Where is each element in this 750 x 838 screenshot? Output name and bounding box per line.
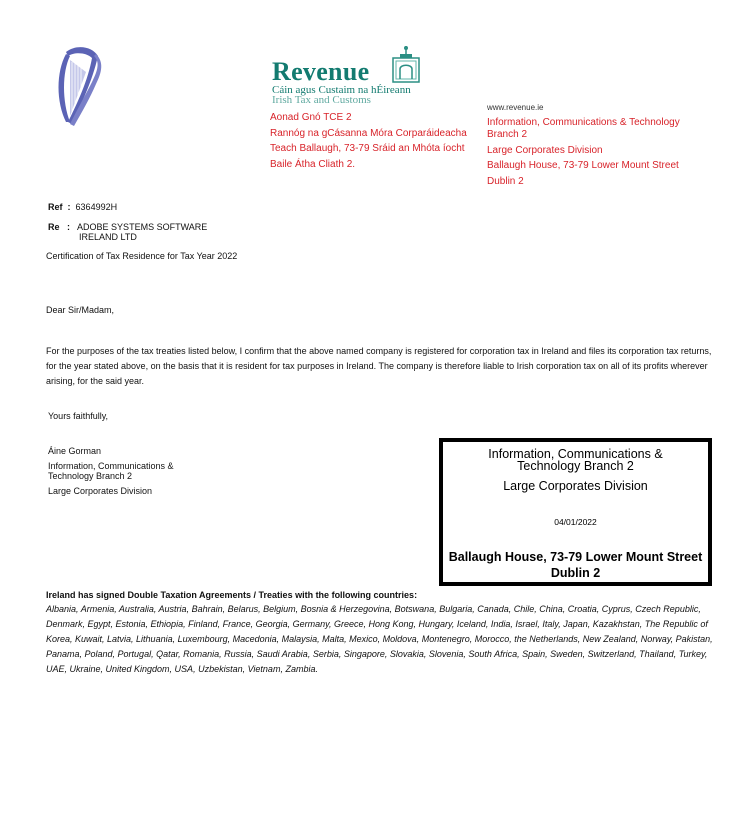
stamp-line1: Information, Communications & bbox=[488, 447, 663, 461]
stamp-address-block bbox=[443, 549, 708, 581]
irish-address-line: Baile Átha Cliath 2. bbox=[270, 158, 356, 170]
signatory bbox=[48, 446, 174, 496]
official-stamp bbox=[439, 438, 712, 586]
stamp-line2: Technology Branch 2 bbox=[517, 459, 634, 473]
stamp-division: Large Corporates Division bbox=[503, 479, 648, 493]
salutation: Dear Sir/Madam, bbox=[46, 305, 115, 315]
ref-value: 6364992H bbox=[75, 202, 118, 212]
harp-icon bbox=[52, 42, 108, 132]
stamp-date: 04/01/2022 bbox=[554, 517, 597, 527]
english-address-line: Dublin 2 bbox=[487, 175, 524, 187]
signatory-division: Large Corporates Division bbox=[48, 485, 153, 496]
irish-address-line: Rannóg na gCásanna Móra Corparáideacha bbox=[270, 127, 467, 139]
re-label: Re bbox=[48, 222, 60, 232]
stamp-branch bbox=[443, 448, 708, 472]
regarding bbox=[48, 222, 207, 242]
re-separator: : bbox=[62, 222, 76, 232]
letter-subject: Certification of Tax Residence for Tax Year 2022 bbox=[46, 251, 238, 261]
english-address bbox=[487, 117, 697, 191]
irish-address bbox=[270, 110, 467, 172]
ref-separator: : bbox=[65, 202, 74, 212]
closing: Yours faithfully, bbox=[48, 411, 109, 421]
english-address-line: Ballaugh House, 73-79 Lower Mount Street bbox=[487, 160, 679, 171]
ref-label: Ref bbox=[48, 202, 63, 212]
signatory-branch-line2: Technology Branch 2 bbox=[48, 471, 133, 481]
english-address-line: Information, Communications & Technology Branch 2 bbox=[487, 117, 680, 140]
revenue-wordmark: Revenue bbox=[272, 57, 370, 86]
reference bbox=[48, 202, 117, 212]
signatory-name: Áine Gorman bbox=[48, 446, 102, 456]
irish-address-line: Aonad Gnó TCE 2 bbox=[270, 112, 352, 123]
treaties-heading: Ireland has signed Double Taxation Agreements / Treaties with the following countries: bbox=[46, 590, 418, 600]
revenue-logo bbox=[270, 44, 430, 106]
re-value-line1: ADOBE SYSTEMS SOFTWARE bbox=[77, 222, 208, 232]
website-link[interactable]: www.revenue.ie bbox=[487, 103, 544, 112]
signatory-branch-line1: Information, Communications & bbox=[48, 460, 174, 471]
stamp-city: Dublin 2 bbox=[550, 566, 601, 580]
revenue-english-subtitle: Irish Tax and Customs bbox=[272, 94, 371, 106]
revenue-irish-subtitle: Cáin agus Custaim na hÉireann bbox=[272, 84, 411, 96]
customs-house-icon bbox=[390, 44, 422, 84]
stamp-address: Ballaugh House, 73-79 Lower Mount Street bbox=[448, 550, 703, 564]
letter-body: For the purposes of the tax treaties listed below, I confirm that the above named company is registered for corporation tax in Ireland and files its corporation tax returns, for the year stated above, on the basis that it is resident for tax purposes in Ireland. The company is therefore liable to Irish corporation tax on all of its profits wherever arising, for the said year. bbox=[46, 346, 712, 386]
treaties-country-list: Albania, Armenia, Australia, Austria, Bahrain, Belarus, Belgium, Bosnia & Herzegovina, Botswana, Bulgaria, Canada, Chile, China, Croatia, Cyprus, Czech Republic, Denmark, Egypt, Estonia, Ethiopia, Finland, France, Georgia, Germany, Greece, Hong Kong, Hungary, Iceland, India, Israel, Italy, Japan, Kazakhstan, The Republic of Korea, Kuwait, Latvia, Lithuania, Luxembourg, Macedonia, Malaysia, Malta, Mexico, Moldova, Montenegro, Morocco, the Netherlands, New Zealand, Norway, Pakistan, Panama, Poland, Portugal, Qatar, Romania, Russia, Saudi Arabia, Serbia, Singapore, Slovakia, Slovenia, South Africa, Spain, Sweden, Switzerland, Thailand, Turkey, UAE, Ukraine, United Kingdom, USA, Uzbekistan, Vietnam, Zambia. bbox=[46, 604, 713, 674]
irish-address-line: Teach Ballaugh, 73-79 Sráid an Mhóta íocht bbox=[270, 143, 465, 154]
re-value-line2: IRELAND LTD bbox=[79, 232, 137, 242]
english-address-line: Large Corporates Division bbox=[487, 144, 603, 156]
